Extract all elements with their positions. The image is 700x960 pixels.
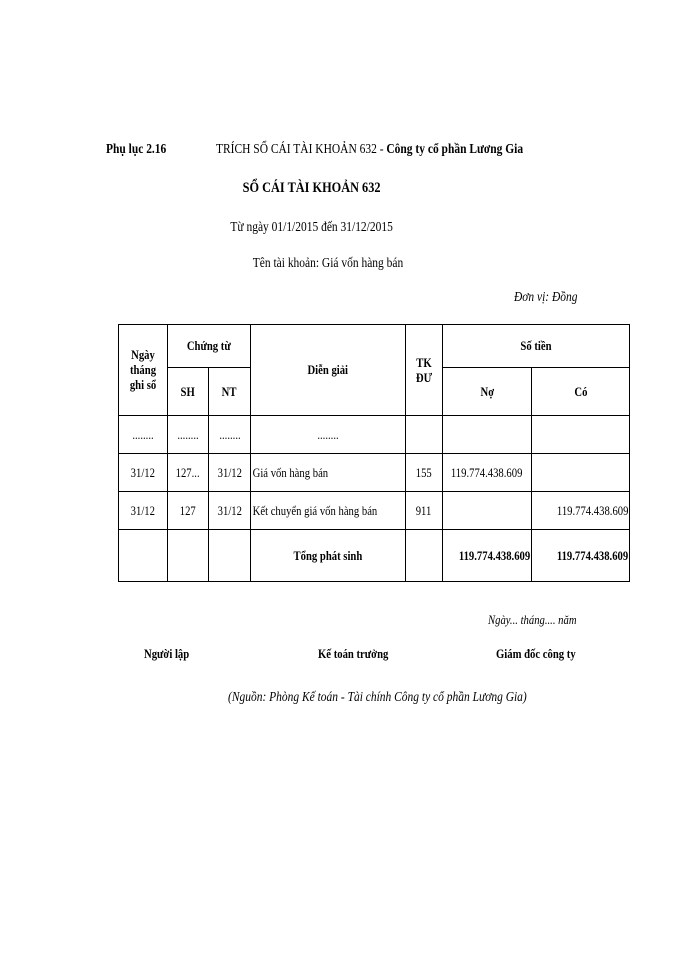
cell-debit: 119.774.438.609 xyxy=(442,454,531,492)
date-range: Từ ngày 01/1/2015 đến 31/12/2015 xyxy=(230,220,393,235)
cell-description: Giá vốn hàng bán xyxy=(251,454,406,492)
cell-account: 911 xyxy=(405,492,442,530)
cell-credit: 119.774.438.609 xyxy=(532,492,630,530)
cell-nt xyxy=(209,530,251,582)
cell-date: 31/12 xyxy=(119,492,168,530)
cell-nt: 31/12 xyxy=(209,492,251,530)
cell-sh: 127... xyxy=(168,454,209,492)
cell-credit xyxy=(532,416,630,454)
account-name: Tên tài khoản: Giá vốn hàng bán xyxy=(252,256,404,271)
total-credit: 119.774.438.609 xyxy=(532,530,630,582)
cell-sh: ........ xyxy=(168,416,209,454)
signing-date: Ngày... tháng.... năm xyxy=(488,612,577,627)
cell-sh: 127 xyxy=(168,492,209,530)
header-prefix: TRÍCH SỔ CÁI TÀI KHOẢN 632 - xyxy=(216,142,387,157)
cell-debit xyxy=(442,416,531,454)
header-debit: Nợ xyxy=(442,368,531,416)
table-row xyxy=(119,454,630,492)
cell-description: ........ xyxy=(251,416,406,454)
document-header xyxy=(216,142,523,158)
header-corresponding-account: TK ĐƯ xyxy=(405,325,442,416)
signature-director: Giám đốc công ty xyxy=(496,646,576,661)
cell-date xyxy=(119,530,168,582)
table-header-row xyxy=(119,325,630,368)
header-credit: Có xyxy=(532,368,630,416)
cell-debit xyxy=(442,492,531,530)
cell-sh xyxy=(168,530,209,582)
signature-preparer: Người lập xyxy=(144,646,190,661)
cell-credit xyxy=(532,454,630,492)
signature-chief-accountant: Kế toán trưởng xyxy=(318,646,389,661)
cell-nt: 31/12 xyxy=(209,454,251,492)
cell-date: 31/12 xyxy=(119,454,168,492)
header-voucher-date: NT xyxy=(209,368,251,416)
currency-unit: Đơn vị: Đồng xyxy=(514,290,578,305)
total-debit: 119.774.438.609 xyxy=(442,530,531,582)
appendix-label: Phụ lục 2.16 xyxy=(106,142,167,157)
table-row xyxy=(119,492,630,530)
ledger-title: SỔ CÁI TÀI KHOẢN 632 xyxy=(242,180,381,196)
cell-nt: ........ xyxy=(209,416,251,454)
cell-account: 155 xyxy=(405,454,442,492)
cell-account xyxy=(405,416,442,454)
cell-account xyxy=(405,530,442,582)
table-row-placeholder xyxy=(119,416,630,454)
header-amount: Số tiền xyxy=(442,325,629,368)
cell-date: ........ xyxy=(119,416,168,454)
total-label: Tổng phát sinh xyxy=(251,530,406,582)
ledger-table xyxy=(118,324,630,582)
company-name: Công ty cổ phần Lương Gia xyxy=(386,142,524,157)
table-total-row xyxy=(119,530,630,582)
header-date: Ngày tháng ghi sổ xyxy=(119,325,168,416)
header-description: Diễn giải xyxy=(251,325,406,416)
cell-description: Kết chuyển giá vốn hàng bán xyxy=(251,492,406,530)
header-voucher: Chứng từ xyxy=(168,325,251,368)
source-note: (Nguồn: Phòng Kế toán - Tài chính Công ty cổ phần Lương Gia) xyxy=(228,690,527,705)
header-voucher-number: SH xyxy=(168,368,209,416)
